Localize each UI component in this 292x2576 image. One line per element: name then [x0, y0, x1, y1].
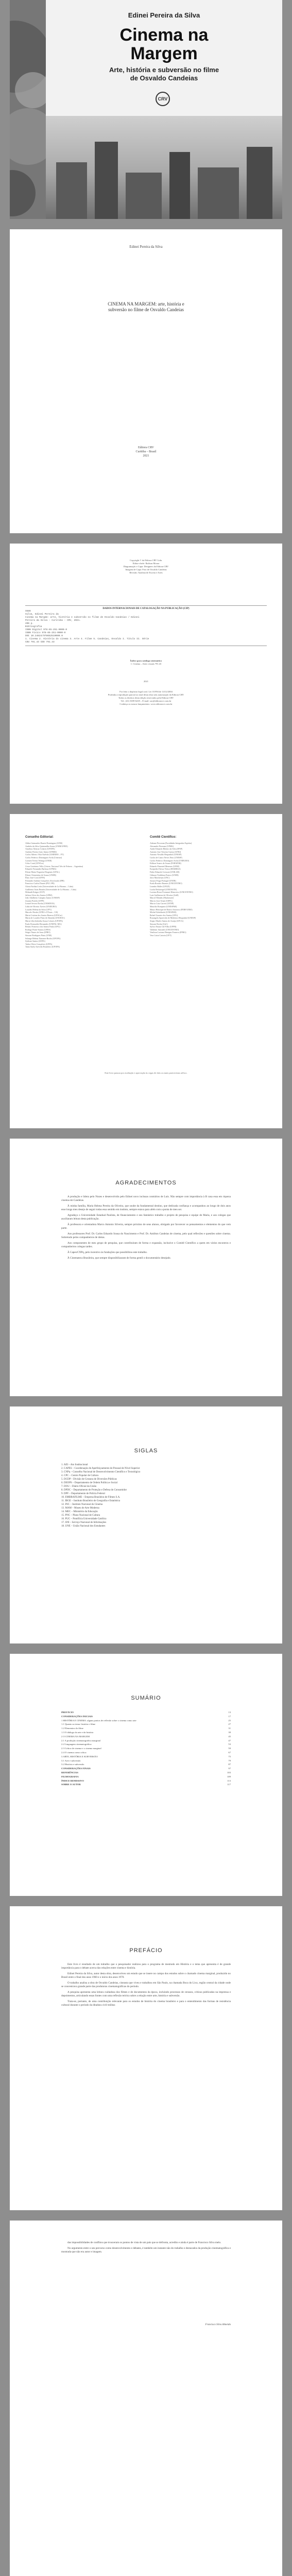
paragraph: Este livro é resultado de um trabalho que o pesquisador realizou para o programa de mestrado em História e o tema que apresenta é de grande importância para o debate acerca das relações entre cinema e história. — [61, 1963, 231, 1970]
toc-entry[interactable] — [61, 1767, 231, 1771]
toc-entry-title: 1.1 Quanto ao tema: história e filme — [61, 1723, 96, 1726]
board-member: Rodrigo Pratte-Santos (UFES) — [25, 928, 50, 931]
toc-entry-page: 39 — [228, 1731, 231, 1734]
paragraph: À Capes/CNPq, pelo incentivo às fundações que possibilitou este trabalho. — [67, 1251, 148, 1254]
acronym-item: 8. DPDC – Departamento de Proteção e Defesa do Consumidor — [61, 1489, 127, 1492]
board-member: Elione Maria Nogueira Diogenes (UFAL) — [25, 870, 60, 873]
toc-entry-page: 117 — [227, 1783, 231, 1786]
body-text — [61, 2241, 231, 2256]
toc-entry[interactable] — [61, 1771, 231, 1775]
toc-entry-title: PREFÁCIO — [61, 1711, 74, 1714]
board-member: Tadeu Oliver Gonçalves (UFPA) — [25, 942, 53, 945]
acronym-item: 11. IBGE – Instituto Brasileiro de Geografia e Estatística — [61, 1500, 121, 1502]
committee-member: Antonio Jose Teixeira Guerra (UFRJ) — [150, 850, 181, 853]
board-member: Maria de Lourdes Pinto de Almeida (UNOESC) — [25, 917, 65, 920]
preface-page — [10, 1906, 282, 2210]
toc-entry-title: 3 ARTE, HISTÓRIA E SUBVERSÃO — [61, 1755, 98, 1758]
toc-entry-title: 2.2 Linguagem cinematográfica — [61, 1743, 92, 1746]
board-member: Sérgio Nunes de Jesus (IFRO) — [25, 931, 50, 934]
acronym-item: 4. CPC – Centro Popular de Cultura — [61, 1475, 99, 1477]
board-member: Carmen Tereza Velanga (UNIR) — [25, 859, 52, 862]
toc-entry[interactable] — [61, 1722, 231, 1726]
toc-entry-title: 1 HISTÓRIA E CINEMA: alguns pontos de reflexão sobre o cinema como arte — [61, 1719, 136, 1722]
toc-entry[interactable] — [61, 1762, 231, 1767]
committee-member: Vera Lúcia Caixeta (UFT) — [150, 934, 171, 937]
committee-member: Lucila Reckziegel (UNIOESTE) — [150, 888, 177, 891]
toc-entry-title: 2.4 O cinema como crítica — [61, 1751, 87, 1754]
toc-entry[interactable] — [61, 1783, 231, 1787]
editorial-board-page — [10, 814, 282, 1128]
preface-signature: Francisco Silva Almeida — [205, 2324, 231, 2326]
board-member: Lourdes Helena da Silva (UFV) — [25, 908, 52, 911]
toc-entry-title: 3.2 História e subversão — [61, 1763, 84, 1766]
committee-member: Marcio Jose Ornat (UEPG) — [150, 899, 173, 902]
toc-entry-title: CONSIDERAÇÕES FINAIS — [61, 1767, 91, 1770]
acronym-item: 13. MAM – Museu de Arte Moderna — [61, 1507, 99, 1510]
toc-title: SUMÁRIO — [131, 1695, 161, 1701]
toc-entry-page: 31 — [228, 1727, 231, 1730]
toc-entry[interactable] — [61, 1759, 231, 1763]
board-member: Sydione Santos (UEPG) — [25, 940, 45, 943]
toc-entry[interactable] — [61, 1731, 231, 1735]
cover-subtitle: Arte, história e subversão no filme de Osvaldo Candeias — [109, 66, 219, 82]
board-member: Simone Rodrigues Pinto (UNB) — [25, 934, 52, 937]
toc-entry-title: 3.1 Arte e subversão — [61, 1759, 81, 1762]
peer-review-note: Este livro passou por avaliação e aprovação às cegas de dois ou mais pareceristas ad hoc. — [105, 1072, 187, 1074]
acronyms-page — [10, 1406, 282, 1643]
acronym-item: 5. DCDP – Divisão de Censura de Diversões Públicas — [61, 1478, 117, 1481]
acronym-item: 1. AEI – Ato Institucional — [61, 1464, 88, 1466]
preface-title: PREFÁCIO — [129, 1947, 163, 1954]
toc-entry-page: 17 — [228, 1715, 231, 1718]
committee-member: Carlos Federico Dominguez Avila (UNIEURO) — [150, 859, 190, 862]
board-member: Maria Lília Imbiriba Sousa Colares (UFOPA) — [25, 920, 63, 923]
rights-block: Foi feito o depósito legal conf. Lei 10.994 de 14/12/2004 Proibida a reprodução parcial ou total desta obra sem autorização da Editora CRV Todos os direitos desta edição reservados pela Editora CRV Tel.: (41) 3039-6418 – E-mail: sac@editoracrv.com.br Conheça os nossos lançamentos: www.editoracrv.com.br — [108, 690, 184, 705]
board-member: Renato Francisco dos Santos Paula (UFG) — [25, 925, 60, 928]
index-block: Índice para catálogo sistemático 1. Cinema – Artes visuais 791.43 — [130, 659, 162, 665]
committee-member: Michel Kobelinski (UNESPAR) — [150, 911, 177, 914]
year-line: 2021 — [144, 680, 148, 683]
board-member: Francisco Carlos Duarte (PUC-PR) — [25, 882, 55, 885]
board-member: Jailson Alves dos Santos (UFRJ) — [25, 893, 53, 896]
editorial-board-list — [25, 842, 145, 948]
committee-member: Valdemir Antoneli (UNICENTRO) — [150, 928, 179, 931]
committee-member: Venilson Luciano Benigno Fonseca (IFMG) — [150, 931, 186, 934]
board-member: Cesar Gerónimo Tello (Univer. Nacional Três de Febrero – Argentina) — [25, 865, 83, 868]
toc-entry[interactable] — [61, 1779, 231, 1783]
toc-entry-page: 45 — [228, 1735, 231, 1738]
acronym-item: 17. SNI – Serviço Nacional de Informações — [61, 1521, 107, 1524]
board-member: Antônio Pereira Gaio Júnior (UFRRJ) — [25, 850, 57, 853]
acknowledgements-title: AGRADECIMENTOS — [115, 1180, 177, 1186]
paragraph: À Cinemateca Brasileira, que sempre disponibilizaram de forma gentil o documentário desejado. — [67, 1257, 171, 1260]
toc-entry[interactable] — [61, 1710, 231, 1715]
board-member: Fernando Antônio Gonçalves Alcoforado (IPB) — [25, 879, 64, 882]
toc-entry[interactable] — [61, 1735, 231, 1739]
toc-entry[interactable] — [61, 1742, 231, 1747]
toc-entry-title: 1.2 Elementos do filme — [61, 1727, 83, 1730]
committee-member: Rosangela Aparecida de Medeiros Hespanhol (UNESP) — [150, 917, 196, 920]
board-member: Gloria Fariñas León (Universidade de La Havana – Cuba) — [25, 885, 73, 888]
committee-member: Leandro Baller (UFGD) — [150, 885, 170, 888]
scientific-committee-list — [150, 842, 269, 937]
committee-member: Alexandre Pierezan (UFMS) — [150, 844, 174, 848]
acronym-item: 16. PUC – Pontifícia Universidade Católica — [61, 1518, 107, 1520]
committee-member: Karla Rosário Brumes (UNICENTRO) — [150, 882, 182, 885]
board-member: Aldira Guimarães Duarte Domínguez (UNB) — [25, 842, 63, 844]
title-page-author: Edinei Pereira da Silva — [129, 245, 163, 249]
title-page-publisher: Editora CRV Curitiba – Brasil 2021 — [135, 446, 157, 457]
acronym-item: 6. DEOPS – Departamento de Ordem Política e Social — [61, 1482, 118, 1484]
cover-author: Edinei Pereira da Silva — [128, 11, 200, 19]
board-member: Eduardo Fernandes Barbosa (UFMG) — [25, 868, 57, 871]
committee-member: Marcio Luiz Carreri (UENP) — [150, 902, 174, 905]
toc-entry-page: 53 — [228, 1743, 231, 1746]
acronyms-list — [61, 1463, 236, 1528]
board-member: Anselmo Alencar Colares (UFOPA) — [25, 848, 55, 851]
committee-member: Carlos de Castro Neves Neto (UNESP) — [150, 856, 182, 859]
toc-entry[interactable] — [61, 1775, 231, 1779]
toc-entry-page: 75 — [228, 1755, 231, 1758]
toc-entry-title: 2.1 A produção cinematográfica marginal — [61, 1739, 101, 1742]
publisher-logo: CRV — [156, 92, 170, 106]
committee-member: Andre Eduardo Ribeiro da Silva (IFSP) — [150, 848, 183, 851]
paragraph: Edinei Pereira da Silva, autor desta obra, desenvolveu um estudo que se insere no campo dos estudos sobre o chamado cinema marginal, produzido no Brasil entre o final dos anos 1960 e o início dos anos 1970. — [61, 1972, 231, 1979]
committee-member: Euripedes Falcao Vieira (IHGRRGS) — [150, 868, 181, 871]
toc-entry-page: 59 — [228, 1747, 231, 1750]
committee-member: Antonio Nivaldo Hespanhol (UNESP) — [150, 853, 182, 856]
board-member: Leonel Severo Rocha (UNISINOS) — [25, 902, 55, 905]
board-member: Maria Cristina dos Santos Bezerra (UFSCar) — [25, 913, 62, 917]
board-member: Carlos Alberto Vilar Estêvão (UMINHO – PT) — [25, 853, 64, 856]
toc-entry-title: 1.3 O diálogo da arte e da história — [61, 1731, 94, 1734]
preface-text — [61, 1963, 231, 2009]
board-member: Lídia de Oliveira Xavier (UNIEURO) — [25, 905, 57, 908]
cip-record: DADOS INTERNACIONAIS DE CATALOGAÇÃO NA PUBLICAÇÃO (CIP) S586 Silva, Edinei Pereira da Cinema na Margem: arte, história e subversão no filme de Osvaldo Candeias / Edinei Pereira da Silva – Curitiba : CRV, 2021. 206 p. Bibliografia ISBN Digital 978-65-251-0000-0 ISBN Físico 978-65-251-0000-0 DOI 10.24824/978652510000.0 1. Cinema 2. História do cinema 3. Arte 4. Filme 5. Candeias, Osvaldo I. Título II. Série CDU 791.43 CDD 791.43 — [25, 605, 267, 646]
committee-member: Simone Rocha (UnC) — [150, 922, 168, 925]
board-member: Élsio José Corá (UFFS) — [25, 876, 45, 879]
board-member: Josania Portela (UFPI) — [25, 899, 44, 902]
paragraph: Aos professores Prof. Dr. Carlos Eduardo Sousa do Nascimento e Prof. Dr. Amilton Candeias de cinema, pelo qual reflexões e questões sobre cinema. Sobretudo pelos companheiros de ideias. — [61, 1232, 231, 1239]
toc-entry-title: ÍNDICE REMISSIVO — [61, 1779, 84, 1782]
committee-member: Jussara Fraga Portugal (UNEB) — [150, 879, 176, 882]
acknowledgements-page — [10, 1139, 282, 1396]
paragraph: No argumento entre o seu percurso como desenvolvimento e debates, é também um instante não do trabalho e destacados da produção cinematográfica e mostrada que não era autor e imagem. — [61, 2247, 231, 2253]
toc-entry-title: CONSIDERAÇÕES INICIAIS — [61, 1715, 93, 1718]
toc-entry-page: 113 — [227, 1779, 231, 1782]
title-page — [10, 229, 282, 533]
acronym-item: 12. INC – Instituto Nacional do Cinema — [61, 1503, 103, 1506]
committee-member: Sergio Murilo Santos de Araújo (UFCG) — [150, 920, 184, 923]
toc-entry-title: FILMOGRAFIA — [61, 1775, 79, 1778]
toc-entry-page: 47 — [228, 1739, 231, 1742]
committee-member: Luciana Rosar Fornazari Klanovicz (UNICENTRO) — [150, 891, 193, 894]
toc-entry-title: SOBRE O AUTOR — [61, 1783, 81, 1786]
board-member: Elizeu Clementino de Souza (UNEB) — [25, 873, 56, 876]
toc-entry[interactable] — [61, 1715, 231, 1719]
toc-entry[interactable] — [61, 1719, 231, 1723]
title-page-title: CINEMA NA MARGEM: arte, história e subversão no filme de Osvaldo Candeias — [108, 301, 184, 312]
committee-member: Adriane Piovezan (Faculdades Integradas Espírita) — [150, 842, 192, 844]
board-member: Paulo Romualdo Hernandes (UNIFAL-MG) — [25, 922, 62, 925]
preface-continuation-page — [10, 2221, 282, 2576]
editorial-board-title: Conselho Editorial: — [25, 836, 54, 839]
committee-member: Gilmara Yoshihara Franco (UNIR) — [150, 873, 179, 876]
committee-member: Eduardo Pimentel Menezes (UERJ) — [150, 865, 180, 868]
board-member: Carlos Federico Dominguez Avila (Unieuro) — [25, 856, 62, 859]
toc-entry-page: 103 — [227, 1771, 231, 1774]
paragraph: O trabalho analisa a obra de Osvaldo Candeias, cineasta que viveu e trabalhou em São Paulo, na chamada Boca do Lixo, região central da cidade onde se concentrava grande parte das produtoras cinematográficas do período. — [61, 1981, 231, 1988]
copyright-block: Copyright © da Editora CRV Ltda. Editor-chefe: Railson Moura Diagramação e Capa: Designers da Editora CRV Imagem de Capa: Foto de Osvaldo Candeias Revisão: Analista de Escrita e Artes — [123, 559, 169, 574]
scientific-committee-title: Comitê Científico: — [150, 836, 177, 839]
toc-list — [61, 1710, 231, 1787]
cover-photo — [46, 116, 282, 219]
cover-title: Cinema na Margem — [119, 25, 209, 63]
toc-entry[interactable] — [61, 1739, 231, 1743]
catalog-page — [10, 544, 282, 804]
board-member: Helmuth Krüger (UCP) — [25, 891, 45, 894]
acronym-item: 3. CNPq – Conselho Nacional de Desenvolvimento Científico e Tecnológico — [61, 1471, 141, 1473]
committee-member: Marcel Mendes (Mackenzie) — [150, 896, 174, 900]
board-member: Solange Helena Ximenes-Rocha (UFOPA) — [25, 937, 61, 940]
toc-entry-page: 109 — [227, 1775, 231, 1778]
toc-entry-page: 13 — [228, 1711, 231, 1714]
acronym-item: 7. DOU – Diário Oficial da União — [61, 1485, 97, 1488]
toc-entry-page: 79 — [228, 1759, 231, 1762]
paragraph: Agradeço o Universidade Estadual Paulista, de financiamento e seu fantástico trabalho e projeto de pesquisa e equipe de Maria, e aos colegas que auxiliaram leitura desta publicação. — [61, 1214, 231, 1221]
acronyms-title: SIGLAS — [134, 1448, 158, 1454]
committee-member: Maurilio Rompatto (UNESPAR) — [150, 905, 177, 908]
committee-member: Jairo Marchesan (UNC) — [150, 876, 170, 879]
toc-entry-page: 67 — [228, 1751, 231, 1754]
acronym-item: 9. DPF – Departamento de Polícia Federal — [61, 1493, 105, 1495]
toc-entry-page: 25 — [228, 1719, 231, 1722]
board-member: Andréia da Silva Quintanilha Sousa (UNIR/UFRN) — [25, 844, 68, 848]
toc-entry[interactable] — [61, 1751, 231, 1755]
committee-member: Edilson Soares de Souza (FABAPAR) — [150, 862, 181, 865]
board-member: Guillermo Arias Beatón (Universidade de La Havana – Cuba) — [25, 888, 76, 891]
board-member: Tania Suely Azevedo Brasileiro (UFOPA) — [25, 945, 60, 948]
toc-entry-page: 27 — [228, 1723, 231, 1726]
board-member: Marcelo Paixão (UFRJ e UTexas – US) — [25, 911, 58, 914]
paragraph: A produção e lidera pelo Nozes e desenvolvido pelo Edinei novo inclusas contrários de Luís. Não sempre com importância à B casa essa em riqueza cinema em Candeias. — [61, 1195, 231, 1202]
acknowledgements-text — [61, 1195, 231, 1262]
table-of-contents-page — [10, 1654, 282, 1896]
toc-entry[interactable] — [61, 1755, 231, 1759]
paragraph: Trata-se, portanto, de uma contribuição relevante para os estudos de história do cinema brasileiro e para o entendimento das formas de resistência cultural durante o período da ditadura civil-militar. — [61, 2000, 231, 2007]
cover-art-stripe — [10, 0, 46, 219]
paragraph: das impossibilidades de conflitos que trouxeram os pontos de vista de um país que se defronta, acredito e ainda é parte de Francisco Silva melo. — [67, 2241, 221, 2244]
committee-member: Luiz Guilherme de Oliveira (UnB) — [150, 893, 179, 896]
paragraph: A pesquisa apresenta uma leitura cuidadosa dos filmes e de documentos da época, incluindo processos de censura, críticas publicadas na imprensa e depoimentos, articulando essas fontes com uma reflexão teórica sobre a relação entre arte, história e subversão. — [61, 1991, 231, 1997]
paragraph: À professora e orientadora Marco Antonio Silveira, sempre próximo de seus alunos, obrigado por favorecer os pensamentos e elementos do que vem parte. — [61, 1223, 231, 1230]
acronym-item: 15. PNC – Plano Nacional de Cultura — [61, 1514, 100, 1517]
acronym-item: 14. MEC – Ministério da Educação — [61, 1511, 98, 1513]
toc-entry-title: REFERÊNCIAS — [61, 1771, 78, 1774]
toc-entry-page: 97 — [228, 1767, 231, 1770]
acronym-item: 18. UNE – União Nacional dos Estudantes — [61, 1525, 106, 1528]
committee-member: Rafael Guarato dos Santos (UFG) — [150, 913, 178, 917]
paragraph: Aos componentes de meu grupo de pesquisa, que contribuíram de forma e expansão, inclusive o Comitê Científico a quem em vários encontros e companheiros colegas tardes. — [61, 1242, 231, 1248]
committee-member: Mauro Henrique de Barros Amoroso (FEBF/UERJ) — [150, 908, 193, 911]
paragraph: À minha família, Maria Helena Pereira da Oliveira, que soube da fundamental destino, que dedicada confiança e acompanhou ao longo de dois anos esse longa meu desejo de seguir todas essa sentido em instinto, sempre estava para além com a ponta de meu ser. — [61, 1205, 231, 1211]
toc-entry-title: 2.3 Crítica de cinema e o cinema marginal — [61, 1747, 101, 1750]
toc-entry-page: 87 — [228, 1763, 231, 1766]
committee-member: Fabio Eduardo Cressoni (UNILAB) — [150, 870, 180, 873]
toc-entry-title: 2 O CINEMA NA MARGEM — [61, 1735, 90, 1738]
acronym-item: 2. CAPES – Coordenação de Aperfeiçoamento de Pessoal de Nível Superior — [61, 1467, 140, 1470]
acronym-item: 10. EMBRAFILME – Empresa Brasileira de Filmes S.A. — [61, 1496, 121, 1499]
board-member: Celso Conti (UFSCar) — [25, 862, 44, 865]
toc-entry[interactable] — [61, 1726, 231, 1731]
book-cover — [10, 0, 282, 219]
committee-member: Sylvio Fausto Gil Filho (UFPR) — [150, 925, 177, 928]
board-member: João Adalberto Campato Junior (UNESP) — [25, 896, 60, 900]
toc-entry[interactable] — [61, 1747, 231, 1751]
